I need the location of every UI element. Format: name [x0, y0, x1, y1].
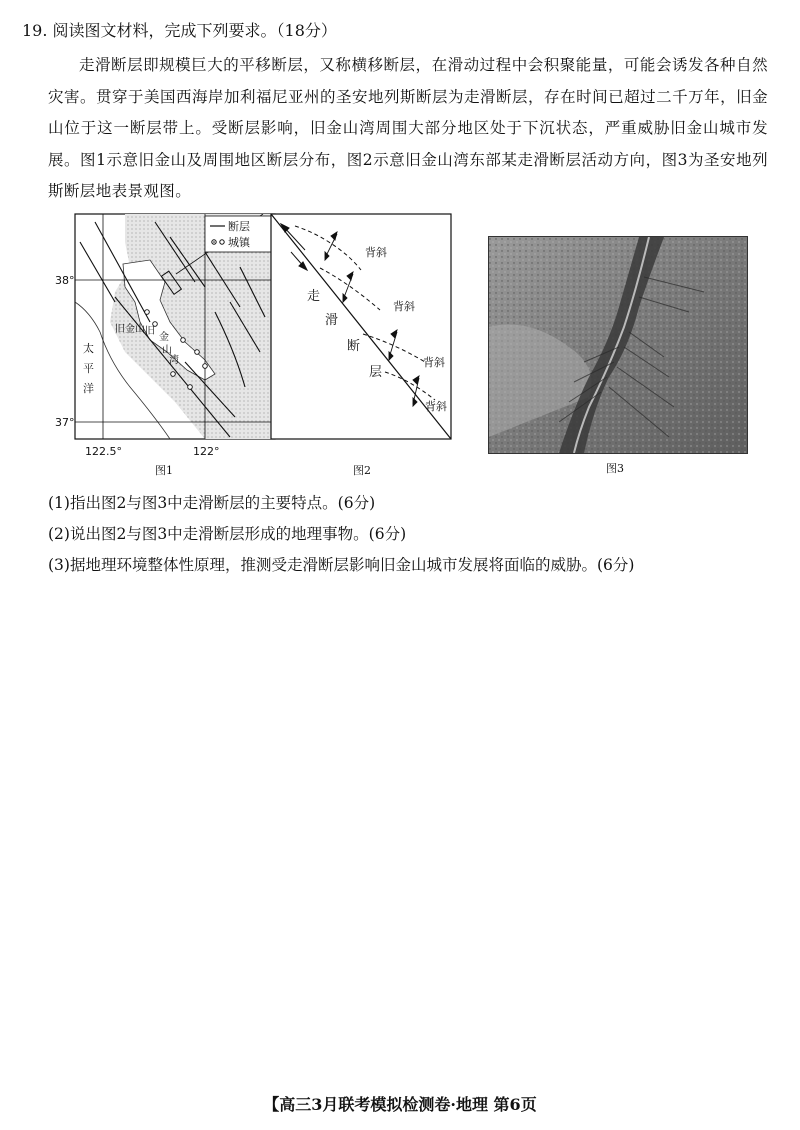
anticline-label-3: 背斜 — [423, 356, 445, 369]
fault-char-2: 滑 — [325, 313, 339, 328]
fault-char-1: 走 — [307, 289, 321, 304]
ocean-label-3: 洋 — [83, 382, 94, 395]
subquestion-2: (2)说出图2与图3中走滑断层形成的地理事物。(6分) — [48, 525, 407, 543]
figure-3-caption-wrap — [600, 458, 640, 478]
figure-3-caption: 图3 — [606, 462, 624, 475]
lat-38-label: 38° — [55, 274, 75, 287]
anticline-label-1: 背斜 — [365, 246, 387, 259]
figure-1-map — [55, 212, 280, 477]
bay-label-1: 旧 — [145, 326, 155, 337]
city-label: 旧金山 — [115, 324, 145, 335]
material-paragraph: 走滑断层即规模巨大的平移断层，又称横移断层，在滑动过程中会积聚能量，可能会诱发各种自然灾害。贯穿于美国西海岸加利福尼亚州的圣安地列斯断层为走滑断层，存在时间已超过二千万年，旧金山位于这一断层带上。受断层影响，旧金山湾周围大部分地区处于下沉状态，严重威胁旧金山城市发展。图1示意旧金山及周围地区断层分布，图2示意旧金山湾东部某走滑断层活动方向，图3为圣安地列斯断层地表景观图。 — [48, 56, 768, 200]
legend-town-label: 城镇 — [228, 236, 250, 249]
lon-122-label: 122° — [193, 445, 220, 458]
lon-1225-label: 122.5° — [85, 445, 122, 458]
anticline-label-2: 背斜 — [393, 300, 415, 313]
figure-2-diagram — [265, 212, 465, 477]
figure-3-photo — [488, 236, 748, 454]
subquestion-3: (3)据地理环境整体性原理，推测受走滑断层影响旧金山城市发展将面临的威胁。(6分) — [48, 556, 635, 574]
figure-1-caption: 图1 — [155, 464, 173, 477]
bay-label-2: 金 — [159, 332, 169, 343]
anticline-label-4: 背斜 — [425, 400, 447, 413]
page-footer: 【高三3月联考模拟检测卷·地理 第6页 — [263, 1095, 537, 1114]
question-heading: 19. 阅读图文材料，完成下列要求。（18分） — [22, 21, 337, 40]
ocean-label-2: 平 — [83, 362, 94, 375]
bay-label-3: 山 — [162, 345, 172, 356]
fault-char-3: 断 — [347, 339, 361, 354]
ocean-label-1: 太 — [83, 342, 94, 355]
legend-fault-label: 断层 — [228, 220, 250, 233]
figure-2-caption: 图2 — [353, 464, 371, 477]
subquestion-1: (1)指出图2与图3中走滑断层的主要特点。(6分) — [48, 494, 376, 512]
question-material — [48, 50, 768, 208]
fault-char-4: 层 — [369, 365, 383, 380]
lat-37-label: 37° — [55, 416, 75, 429]
bay-label-4: 湾 — [169, 355, 179, 366]
